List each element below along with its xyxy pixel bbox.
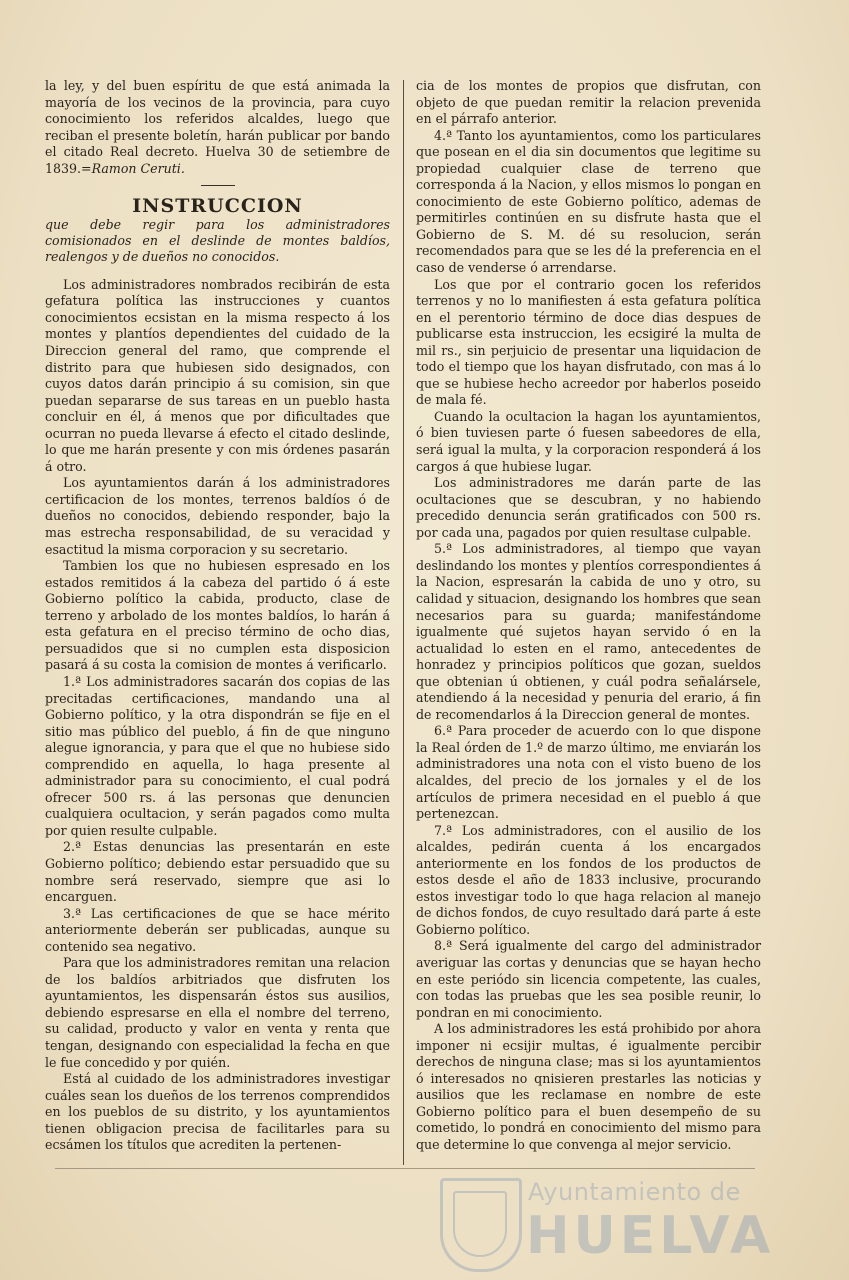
paragraph: Los administradores me darán parte de las ocultaciones que se descubran, y no habiendo precedido denuncia serán gratificados con 500 rs. por cada una, pagados por quien resultase culpable. bbox=[416, 475, 761, 540]
paragraph: 5.ª Los administradores, al tiempo que vayan deslindando los montes y plentíos correspondientes á la Nacion, espresarán la cabida de uno y otro, su calidad y situacion, designando los hombres que sean necesarios para su guarda; manifestándome igualmente qué sujetos hayan servido ó en la actualidad lo esten en el ramo, antecedentes de honradez y principios políticos que gozan, sueldos que obtenian ú obtienen, y cuál podra señalársele, atendiendo á la necesidad y penuria del erario, á fin de recomendarlos á la Direccion general de montes. bbox=[416, 541, 761, 722]
watermark-line2: HUELVA bbox=[526, 1206, 775, 1266]
paragraph: A los administradores les está prohibido por ahora imponer ni ecsijir multas, é igualmente percibir derechos de ninguna clase; mas si los ayuntamientos ó interesados no qnisieren prestarles las noticias y ausilios que les reclamase en nombre de este Gobierno político para el buen desempeño de su cometido, lo pondrá en conocimiento del mismo para que determine lo que convenga al mejor servicio. bbox=[416, 1021, 761, 1152]
watermark-line1: Ayuntamiento de bbox=[528, 1178, 741, 1206]
paragraph: Los administradores nombrados recibirán de esta gefatura política las instrucciones y cuantos conocimientos ecsistan en la misma respecto á los montes y plantíos dependientes del cuidado de la Direccion general del ramo, que comprende el distrito para que hubiesen sido designados, con cuyos datos darán principio á su comision, sin que puedan separarse de sus tareas en un pueblo hasta concluir en él, á menos que por dificultades que ocurran no pueda llevarse á efecto el citado deslinde, lo que me harán presente y con mis órdenes pasarán á otro. bbox=[45, 276, 390, 474]
paragraph: Los ayuntamientos darán á los administradores certificacion de los montes, terrenos baldíos ó de dueños no conocidos, debiendo responder, bajo la mas estrecha responsabilidad, de su veracidad y esactitud la misma corporacion y su secretario. bbox=[45, 475, 390, 557]
instruction-heading: INSTRUCCION bbox=[132, 195, 303, 218]
paragraph: 6.ª Para proceder de acuerdo con lo que dispone la Real órden de 1.º de marzo último, me enviarán los administradores una nota con el visto bueno de los alcaldes, del precio de los jornales y el de los artículos de primera necesidad en el pueblo á que pertenezcan. bbox=[416, 723, 761, 822]
paragraph: 1.ª Los administradores sacarán dos copias de las precitadas certificaciones, mandando una al Gobierno político, y la otra dispondrán se fije en el sitio mas público del pueblo, á fin de que ninguno alegue ignorancia, y para que el que no hubiese sido comprendido en aquella, lo haga presente al administrador para su conocimiento, el cual podrá ofrecer 500 rs. á las personas que denuncien cualquiera ocultacion, y serán pagados como multa por quien resulte culpable. bbox=[45, 673, 390, 838]
shield-inner-icon bbox=[453, 1191, 507, 1257]
paragraph: cia de los montes de propios que disfrutan, con objeto de que puedan remitir la relacion prevenida en el párrafo anterior. bbox=[416, 78, 761, 127]
separator-rule bbox=[201, 185, 235, 186]
paragraph: 2.ª Estas denuncias las presentarán en este Gobierno político; debiendo estar persuadido que su nombre será reservado, siempre que asi lo encarguen. bbox=[45, 839, 390, 905]
archive-watermark bbox=[440, 1170, 775, 1270]
paragraph: 3.ª Las certificaciones de que se hace mérito anteriormente deberán ser publicadas, aunque su contenido sea negativo. bbox=[45, 905, 390, 954]
instruction-subheading: que debe regir para los administradores comisionados en el deslinde de montes baldíos, realengos y de dueños no conocidos. bbox=[45, 216, 390, 264]
bottom-rule bbox=[55, 1168, 755, 1169]
right-column bbox=[416, 78, 761, 1154]
paragraph: Tambien los que no hubiesen espresado en los estados remitidos á la cabeza del partido ó á este Gobierno político la cabida, producto, clase de terreno y arbolado de los montes baldíos, lo harán á esta gefatura en el preciso término de ocho dias, persuadidos que si no cumplen esta disposicion pasará á su costa la comision de montes á verificarlo. bbox=[45, 558, 390, 673]
paragraph: Cuando la ocultacion la hagan los ayuntamientos, ó bien tuviesen parte ó fuesen sabeedores de ella, será igual la multa, y la corporacion responderá á los cargos á que hubiese lugar. bbox=[416, 408, 761, 474]
paragraph: 8.ª Será igualmente del cargo del administrador averiguar las cortas y denuncias que se hayan hecho en este periódo sin licencia competente, las cuales, con todas las pruebas que les sea posible reunir, lo pondran en mi conocimiento. bbox=[416, 938, 761, 1020]
column-divider bbox=[403, 80, 404, 1165]
paragraph: Está al cuidado de los administradores investigar cuáles sean los dueños de los terrenos comprendidos en los pueblos de su distrito, y los ayuntamientos tienen obligacion precisa de facilitarles para su ecsámen los títulos que acrediten la pertenen- bbox=[45, 1071, 390, 1153]
paragraph: Para que los administradores remitan una relacion de los baldíos arbitriados que disfruten los ayuntamientos, les dispensarán éstos sus ausilios, debiendo espresarse en ella el nombre del terreno, su calidad, producto y valor en venta y renta que tengan, designando con especialidad la fecha en que le fue concedido y por quién. bbox=[45, 955, 390, 1070]
paragraph: 4.ª Tanto los ayuntamientos, como los particulares que posean en el dia sin documentos que legitime su propiedad cualquier clase de terreno que corresponda á la Nacion, y ellos mismos lo pongan en conocimiento de este Gobierno político, ademas de permitirles continúen en su disfrute hasta que el Gobierno de S. M. dé su resolucion, serán recomendados para que se les dé la preferencia en el caso de venderse ó arrendarse. bbox=[416, 127, 761, 276]
paragraph: Los que por el contrario gocen los referidos terrenos y no lo manifiesten á esta gefatura política en el perentorio término de doce dias despues de publicarse esta instruccion, les ecsigiré la multa de mil rs., sin perjuicio de presentar una liquidacion de todo el tiempo que los hayan disfrutado, con mas á lo que se hubiese hecho acreedor por haberlos poseido de mala fé. bbox=[416, 276, 761, 408]
signature: Ramon Ceruti. bbox=[91, 160, 185, 176]
left-column bbox=[45, 78, 390, 1154]
intro-paragraph: la ley, y del buen espíritu de que está animada la mayoría de los vecinos de la provincia, para cuyo conocimiento los referidos alcaldes, luego que reciban el presente boletín, harán publicar por bando el citado Real decreto. Huelva 30 de setiembre de 1839.=Ramon Ceruti. bbox=[45, 78, 390, 176]
paragraph: 7.ª Los administradores, con el ausilio de los alcaldes, pedirán cuenta á los encargados anteriormente en los fondos de los productos de estos desde el año de 1833 inclusive, procurando estos investigar todo lo que haga relacion al manejo de dichos fondos, de cuyo resultado dará parte á este Gobierno político. bbox=[416, 822, 761, 937]
shield-icon bbox=[440, 1178, 522, 1272]
